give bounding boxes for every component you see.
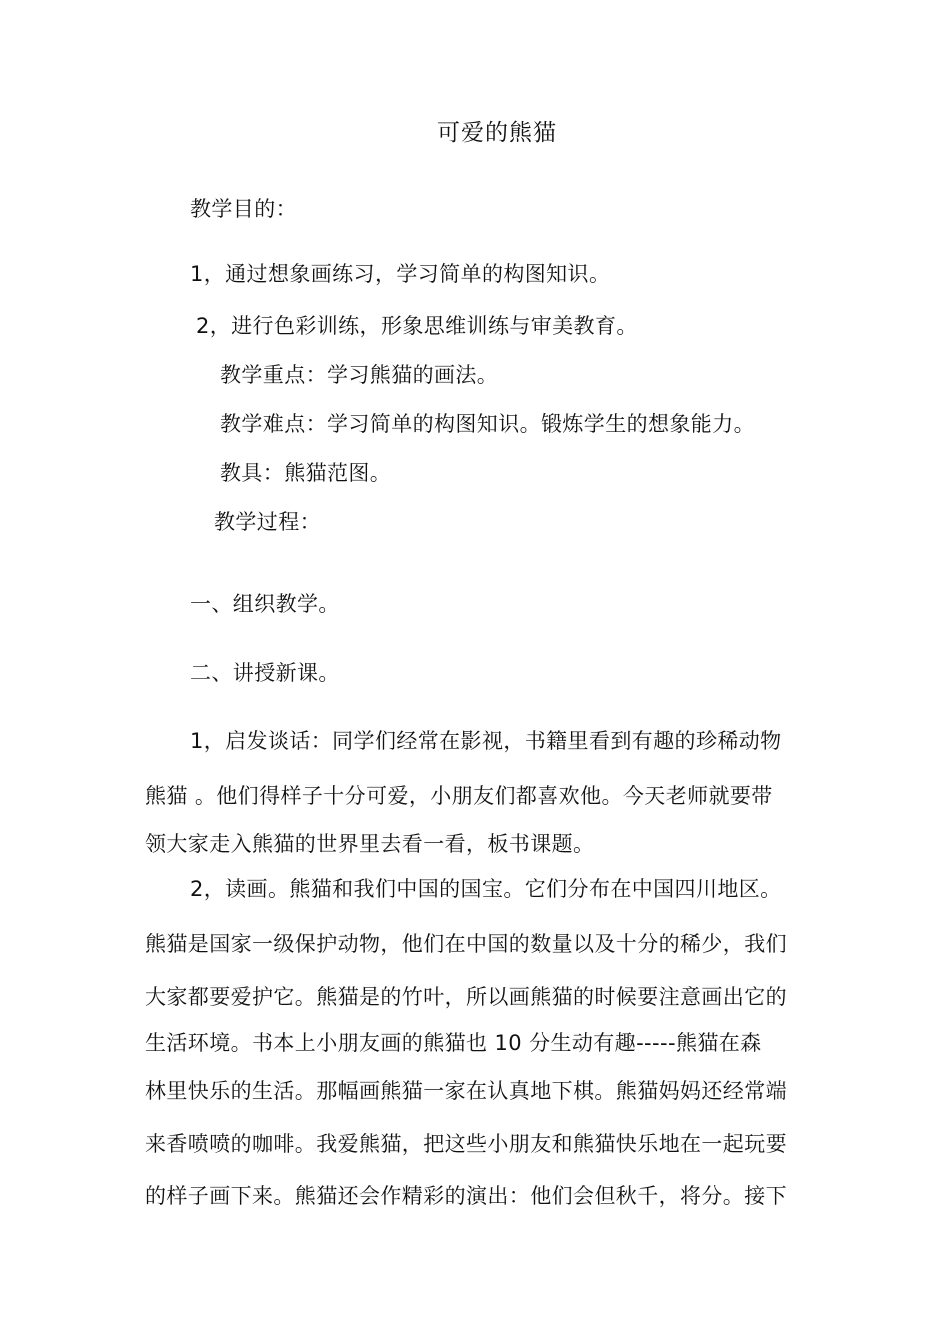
- paragraph-line: 教学目的：: [190, 197, 297, 221]
- paragraph-line: 2，读画。熊猫和我们中国的国宝。它们分布在中国四川地区。: [190, 877, 782, 901]
- paragraph-line: 熊猫是国家一级保护动物，他们在中国的数量以及十分的稀少，我们: [145, 932, 787, 956]
- paragraph-line: 教学过程：: [214, 510, 321, 534]
- paragraph-line: 2，进行色彩训练，形象思维训练与审美教育。: [196, 314, 638, 338]
- paragraph-line: 教学难点：学习简单的构图知识。锻炼学生的想象能力。: [220, 412, 755, 436]
- paragraph-line: 1，启发谈话：同学们经常在影视，书籍里看到有趣的珍稀动物: [190, 729, 782, 753]
- paragraph-line: 林里快乐的生活。那幅画熊猫一家在认真地下棋。熊猫妈妈还经常端: [145, 1079, 787, 1103]
- paragraph-line: 二、讲授新课。: [190, 661, 340, 685]
- paragraph-line: 1，通过想象画练习，学习简单的构图知识。: [190, 262, 611, 286]
- paragraph-line: 教学重点：学习熊猫的画法。: [220, 363, 499, 387]
- paragraph-line: 大家都要爱护它。熊猫是的竹叶，所以画熊猫的时候要注意画出它的: [145, 985, 787, 1009]
- paragraph-line: 来香喷喷的咖啡。我爱熊猫，把这些小朋友和熊猫快乐地在一起玩要: [145, 1132, 787, 1156]
- paragraph-line: 熊猫 。他们得样子十分可爱，小朋友们都喜欢他。今天老师就要带: [145, 784, 773, 808]
- paragraph-line: 领大家走入熊猫的世界里去看一看，板书课题。: [145, 832, 595, 856]
- paragraph-line: 生活环境。书本上小朋友画的熊猫也 10 分生动有趣-----熊猫在森: [145, 1031, 762, 1055]
- paragraph-line: 教具：熊猫范图。: [220, 461, 392, 485]
- paragraph-line: 一、组织教学。: [190, 592, 340, 616]
- paragraph-line: 的样子画下来。熊猫还会作精彩的演出：他们会但秋千，将分。接下: [145, 1184, 787, 1208]
- document-title: 可爱的熊猫: [437, 120, 557, 146]
